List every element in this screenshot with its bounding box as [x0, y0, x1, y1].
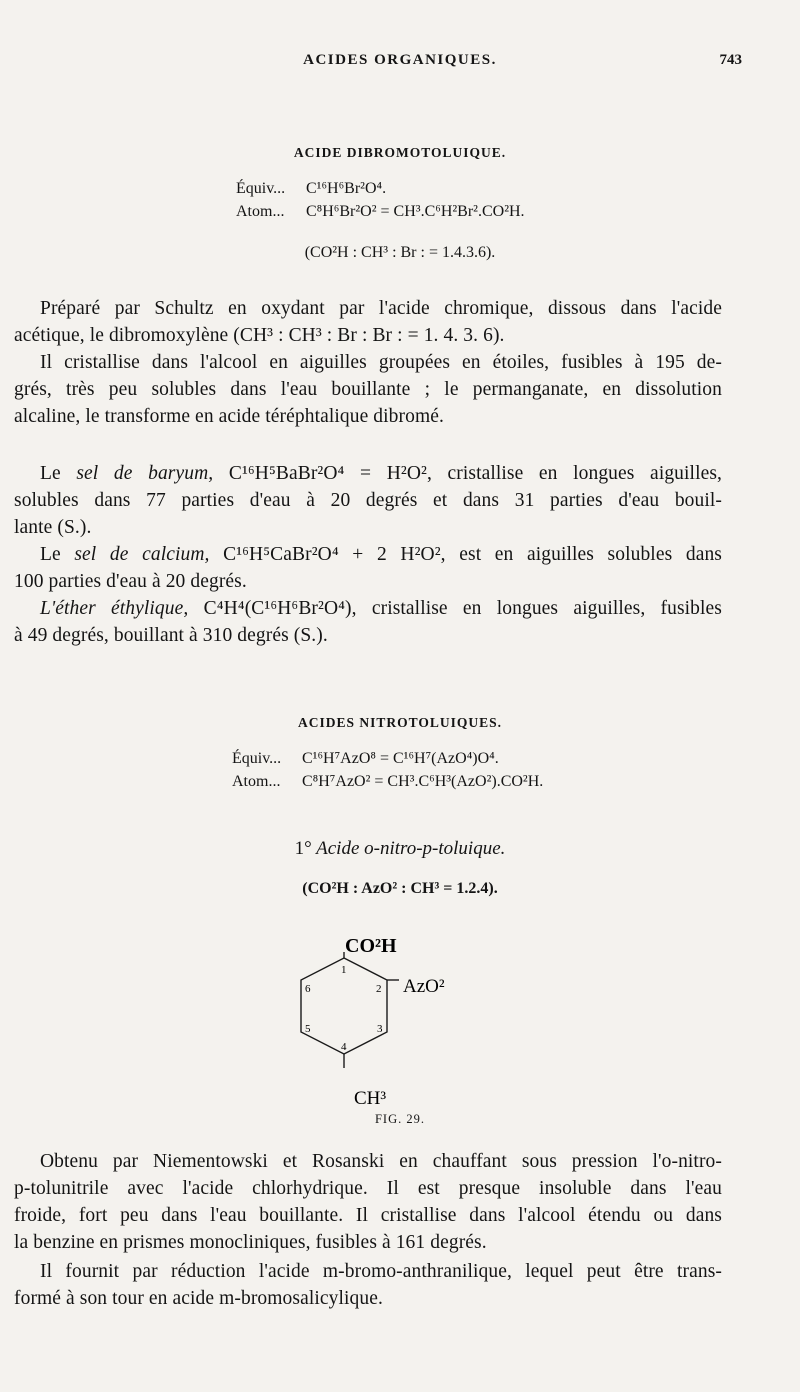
equiv-formula: C¹⁶H⁷AzO⁸ = C¹⁶H⁷(AzO⁴)O⁴.: [302, 750, 499, 767]
text-line: froide, fort peu dans l'eau bouillante. Il cristallise dans l'alcool étendu ou dans: [14, 1205, 722, 1226]
atom-label: Atom...: [236, 203, 285, 220]
vertex-label: 3: [377, 1023, 383, 1035]
text-line: formé à son tour en acide m-bromosalicylique.: [14, 1288, 383, 1309]
equiv-formula-line: [232, 750, 499, 768]
text-line: Préparé par Schultz en oxydant par l'acide chromique, dissous dans l'acide: [40, 298, 722, 319]
text-line: solubles dans 77 parties d'eau à 20 degrés et dans 31 parties d'eau bouil-: [14, 490, 722, 511]
subsection-number: 1°: [294, 838, 312, 859]
text-line: [14, 460, 722, 487]
running-title: ACIDES ORGANIQUES.: [303, 52, 497, 68]
text-line: acétique, le dibromoxylène (CH³ : CH³ : Br : Br : = 1. 4. 3. 6).: [14, 325, 505, 346]
substituent-top: CO²H: [345, 935, 397, 957]
position-notation: (CO²H : AzO² : CH³ = 1.2.4).: [302, 880, 498, 897]
paragraph-sel-calcium: [14, 541, 722, 595]
vertex-label: 4: [341, 1041, 347, 1053]
substituent-bottom: CH³: [354, 1088, 387, 1108]
vertex-label: 6: [305, 983, 311, 995]
italic-term: sel de baryum,: [76, 463, 214, 484]
vertex-label: 1: [341, 964, 347, 976]
subsection-title: Acide o-nitro-p-toluique.: [316, 838, 506, 859]
text-line: p-tolunitrile avec l'acide chlorhydrique. Il est presque insoluble dans l'eau: [14, 1178, 722, 1199]
paragraph-obtention: [14, 1148, 722, 1256]
equiv-formula-line: [236, 180, 386, 198]
vertex-label: 5: [305, 1023, 311, 1035]
atom-formula-line: [232, 773, 543, 791]
text-run: C¹⁶H⁵BaBr²O⁴ = H²O², cristallise en longues aiguilles,: [213, 463, 723, 484]
atom-formula-line: [236, 203, 525, 221]
text-line: lante (S.).: [14, 517, 92, 538]
italic-term: L'éther éthylique,: [40, 598, 189, 619]
text-line: la benzine en prismes monocliniques, fusibles à 161 degrés.: [14, 1232, 487, 1253]
text-line: [14, 595, 722, 622]
subsection-heading: [0, 838, 800, 860]
text-run: Le: [40, 463, 77, 484]
atom-formula: C⁸H⁷AzO² = CH³.C⁶H³(AzO²).CO²H.: [302, 773, 544, 790]
substituent-side: AzO²: [403, 976, 445, 997]
text-line: Obtenu par Niementowski et Rosanski en chauffant sous pression l'o-nitro-: [40, 1151, 722, 1172]
text-line: Il cristallise dans l'alcool en aiguilles groupées en étoiles, fusibles à 195 de-: [40, 352, 722, 373]
text-run: C¹⁶H⁵CaBr²O⁴ + 2 H²O², est en aiguilles solubles dans: [209, 544, 722, 565]
section-heading-nitrotoluiques: ACIDES NITROTOLUIQUES.: [297, 715, 503, 730]
equiv-label: Équiv...: [236, 180, 286, 197]
vertex-label: 2: [376, 983, 382, 995]
figure-caption: FIG. 29.: [374, 1112, 426, 1126]
paragraph-sel-baryum: [14, 460, 722, 541]
section-heading-dibromotoluique: ACIDE DIBROMOTOLUIQUE.: [293, 145, 507, 160]
text-line: grés, très peu solubles dans l'eau bouillante ; le permanganate, en dissolution: [14, 379, 722, 400]
text-line: Il fournit par réduction l'acide m-bromo-anthranilique, lequel peut être trans-: [40, 1261, 722, 1282]
text-run: C⁴H⁴(C¹⁶H⁶Br²O⁴), cristallise en longues aiguilles, fusibles: [188, 598, 722, 619]
equiv-formula: C¹⁶H⁶Br²O⁴.: [306, 180, 387, 197]
atom-label: Atom...: [232, 773, 281, 790]
benzene-ring-diagram: [265, 928, 525, 1108]
italic-term: sel de calcium,: [74, 544, 210, 565]
text-run: Le: [40, 544, 75, 565]
paragraph-reduction: [14, 1258, 722, 1312]
paragraph-crystallisation: [14, 349, 722, 430]
text-line: [14, 541, 722, 568]
equiv-label: Équiv...: [232, 750, 282, 767]
text-line: à 49 degrés, bouillant à 310 degrés (S.).: [14, 625, 328, 646]
position-notation: (CO²H : CH³ : Br : = 1.4.3.6).: [304, 244, 496, 261]
page-number: 743: [719, 52, 742, 68]
running-head: [0, 52, 800, 76]
text-line: 100 parties d'eau à 20 degrés.: [14, 571, 247, 592]
text-line: alcaline, le transforme en acide téréphtalique dibromé.: [14, 406, 444, 427]
atom-formula: C⁸H⁶Br²O² = CH³.C⁶H²Br².CO²H.: [306, 203, 525, 220]
paragraph-preparation: [14, 295, 722, 349]
paragraph-ether-ethylique: [14, 595, 722, 649]
